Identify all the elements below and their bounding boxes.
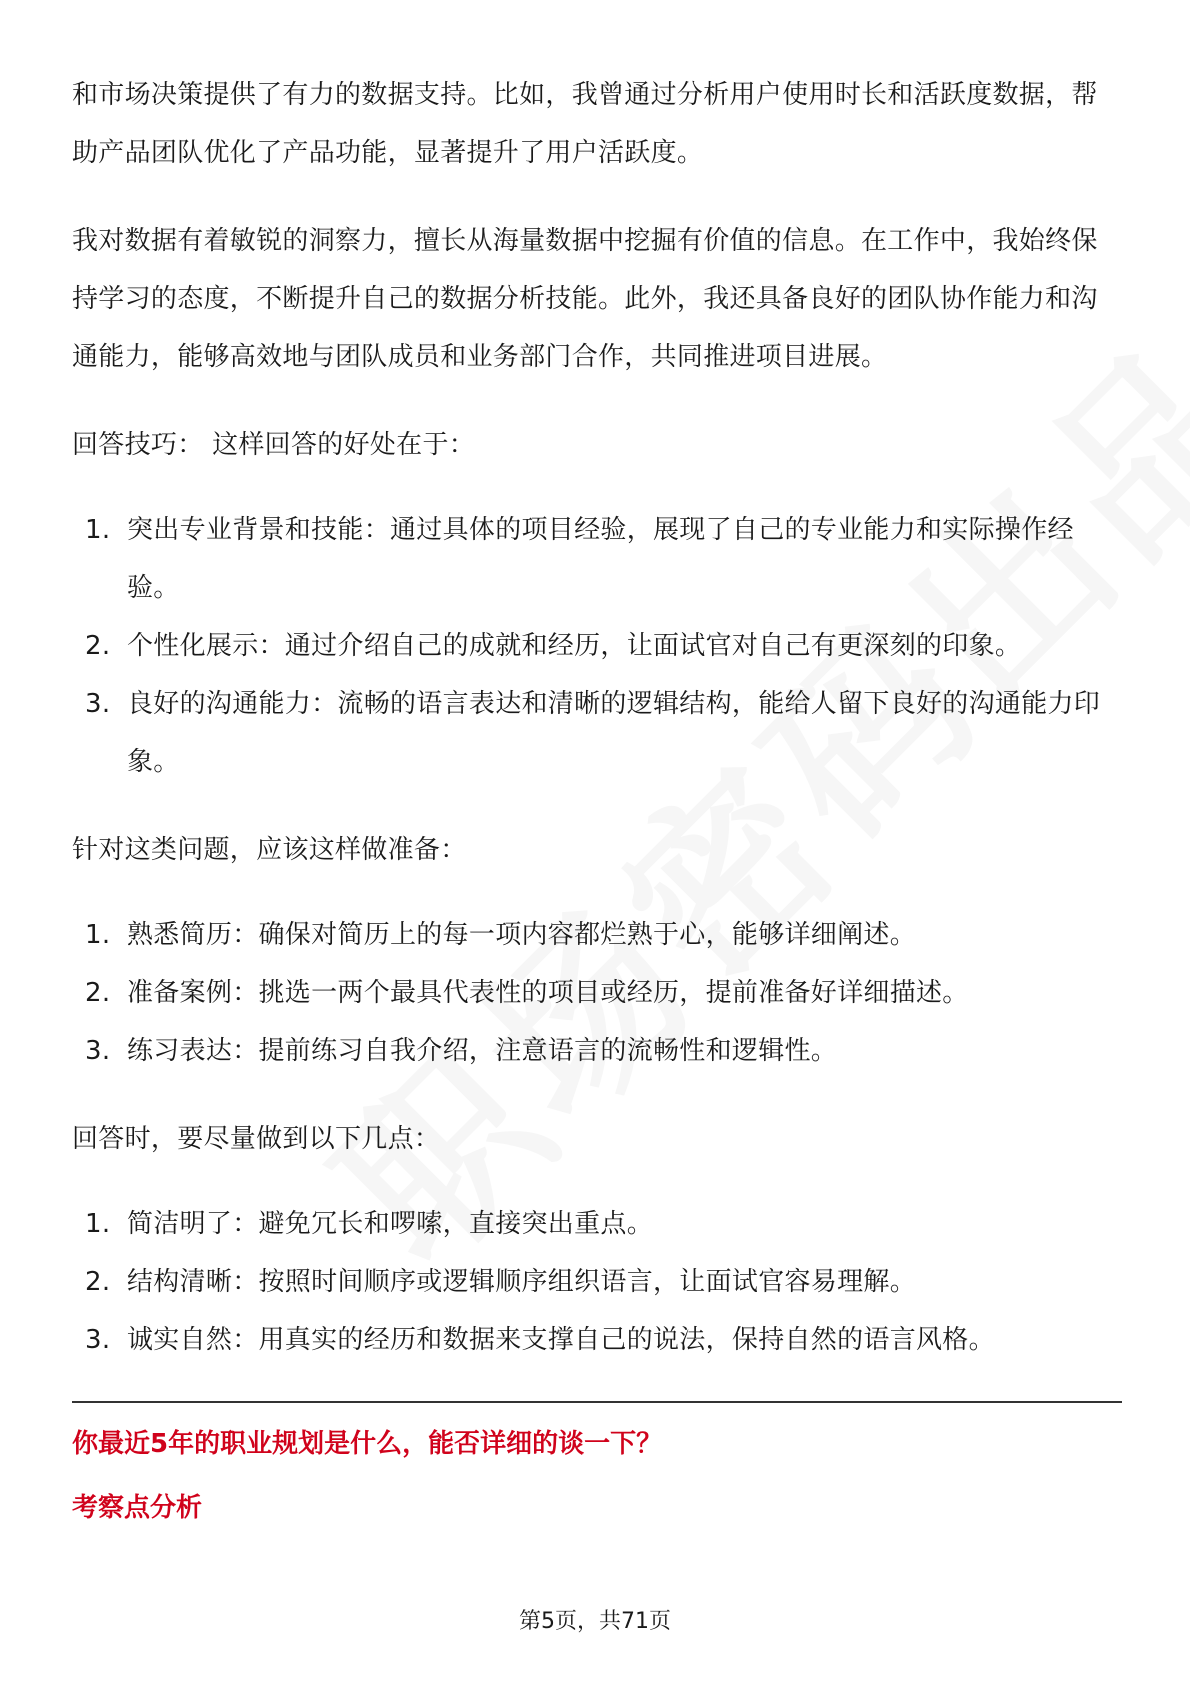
intro-paragraph-1: 和市场决策提供了有力的数据支持。比如，我曾通过分析用户使用时长和活跃度数据，帮助产品团队优化了产品功能，显著提升了用户活跃度。: [72, 80, 1098, 168]
list-item-text: 简洁明了：避免冗长和啰嗦，直接突出重点。: [127, 1209, 654, 1239]
list-item-text: 结构清晰：按照时间顺序或逻辑顺序组织语言，让面试官容易理解。: [127, 1267, 917, 1297]
list-number: 1.: [85, 920, 111, 950]
tips-list: [72, 501, 1122, 791]
list-number: 2.: [85, 978, 111, 1008]
prep-list: [72, 906, 1122, 1080]
list-number: 3.: [85, 689, 111, 719]
list-item: [72, 501, 1122, 617]
answer-heading: 回答时，要尽量做到以下几点：: [72, 1124, 441, 1154]
list-number: 1.: [85, 515, 111, 545]
list-number: 3.: [85, 1036, 111, 1066]
question-subtitle: 考察点分析: [72, 1493, 203, 1523]
list-item-text: 个性化展示：通过介绍自己的成就和经历，让面试官对自己有更深刻的印象。: [127, 631, 1022, 661]
list-item-text: 练习表达：提前练习自我介绍，注意语言的流畅性和逻辑性。: [127, 1036, 838, 1066]
list-item-text: 熟悉简历：确保对简历上的每一项内容都烂熟于心，能够详细阐述。: [127, 920, 917, 950]
page-footer: [0, 1604, 1190, 1635]
list-item: [72, 1022, 1122, 1080]
section-divider: [72, 1401, 1122, 1403]
document-body: [72, 66, 1122, 1523]
list-item: [72, 1195, 1122, 1253]
prep-heading: 针对这类问题，应该这样做准备：: [72, 835, 467, 865]
question-title: 你最近5年的职业规划是什么，能否详细的谈一下？: [72, 1429, 663, 1459]
list-item: [72, 906, 1122, 964]
list-number: 3.: [85, 1325, 111, 1355]
list-item-text: 良好的沟通能力：流畅的语言表达和清晰的逻辑结构，能给人留下良好的沟通能力印象。: [127, 689, 1101, 777]
tips-heading: 回答技巧： 这样回答的好处在于：: [72, 430, 476, 460]
page-number: 第5页，共71页: [519, 1609, 671, 1634]
list-item: [72, 675, 1122, 791]
answer-list: [72, 1195, 1122, 1369]
list-item-text: 突出专业背景和技能：通过具体的项目经验，展现了自己的专业能力和实际操作经验。: [127, 515, 1074, 603]
list-number: 2.: [85, 1267, 111, 1297]
list-item: [72, 617, 1122, 675]
list-number: 1.: [85, 1209, 111, 1239]
list-item: [72, 1253, 1122, 1311]
list-item-text: 诚实自然：用真实的经历和数据来支撑自己的说法，保持自然的语言风格。: [127, 1325, 995, 1355]
list-item: [72, 1311, 1122, 1369]
list-item-text: 准备案例：挑选一两个最具代表性的项目或经历，提前准备好详细描述。: [127, 978, 969, 1008]
list-number: 2.: [85, 631, 111, 661]
intro-paragraph-2: 我对数据有着敏锐的洞察力，擅长从海量数据中挖掘有价值的信息。在工作中，我始终保持学习的态度，不断提升自己的数据分析技能。此外，我还具备良好的团队协作能力和沟通能力，能够高效地与团队成员和业务部门合作，共同推进项目进展。: [72, 226, 1098, 372]
list-item: [72, 964, 1122, 1022]
